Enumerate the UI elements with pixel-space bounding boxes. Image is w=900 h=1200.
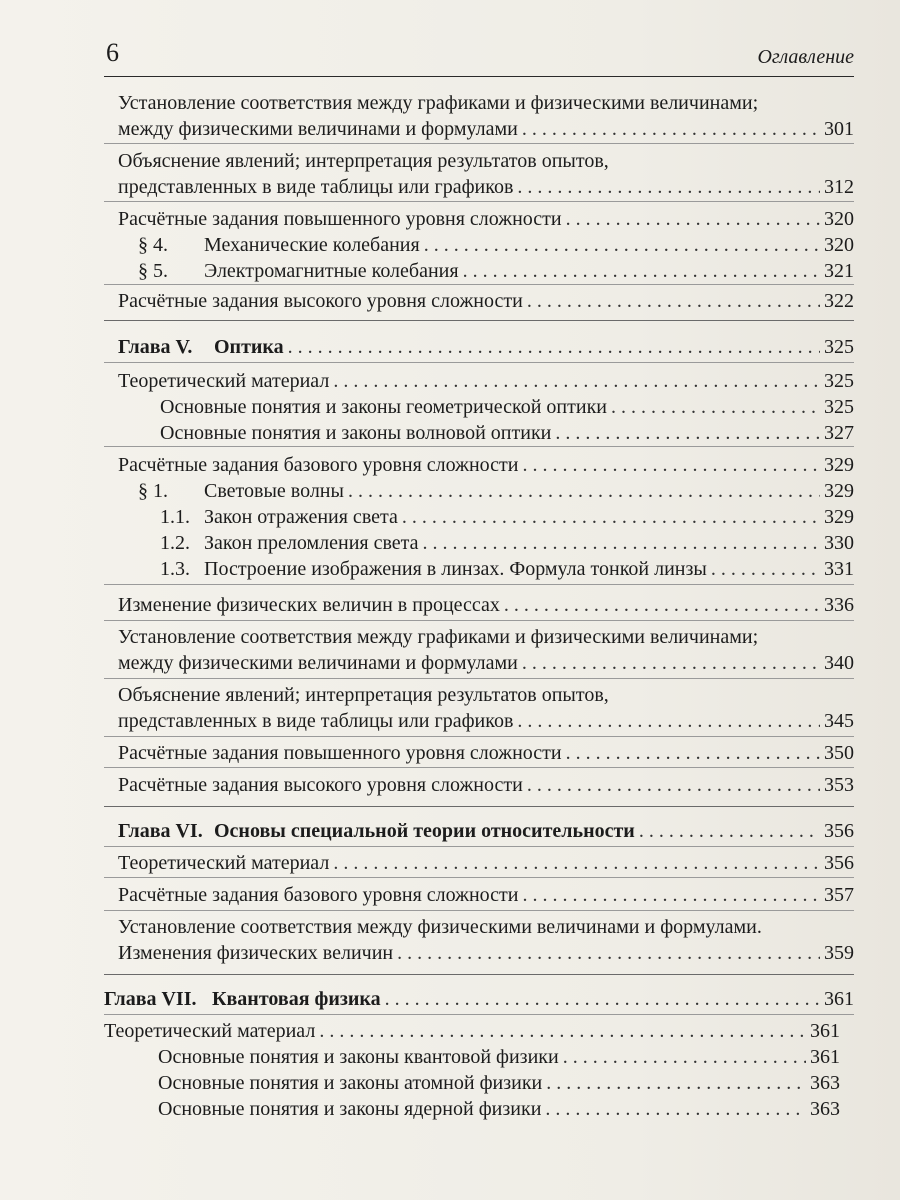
toc-entry-number: § 1. — [138, 480, 168, 502]
toc-entry-page: 320 — [824, 208, 854, 230]
chapter-rule — [104, 320, 854, 321]
toc-entry — [138, 478, 854, 504]
toc-entry-title: Расчётные задания базового уровня сложности — [118, 454, 519, 476]
leader-dots — [566, 740, 820, 766]
toc-entry-title: Закон преломления света — [204, 532, 419, 554]
leader-dots — [522, 650, 820, 676]
toc-chapter-title: Основы специальной теории относительности — [214, 820, 635, 842]
toc-entry — [158, 1044, 840, 1070]
toc-entry-number: § 4. — [138, 234, 168, 256]
leader-dots — [423, 530, 820, 556]
toc-entry-number: 1.2. — [160, 532, 190, 554]
leader-dots — [319, 1018, 806, 1044]
toc-entry-title: Построение изображения в линзах. Формула тонкой линзы — [204, 558, 707, 580]
toc-entry-page: 356 — [824, 820, 854, 842]
toc-entry-title: Расчётные задания повышенного уровня сложности — [118, 208, 562, 230]
section-rule — [104, 1014, 854, 1015]
toc-entry-title: Теоретический материал — [118, 852, 330, 874]
leader-dots — [523, 882, 821, 908]
page-number: 6 — [106, 38, 119, 67]
leader-dots — [611, 394, 820, 420]
leader-dots — [385, 986, 820, 1012]
toc-entry-page: 322 — [824, 290, 854, 312]
toc-entry-title: Расчётные задания высокого уровня сложности — [118, 290, 523, 312]
toc-entry-page: 350 — [824, 742, 854, 764]
toc-entry-title: между физическими величинами и формулами — [118, 652, 518, 674]
toc-entry-page: 363 — [810, 1098, 840, 1120]
section-rule — [104, 620, 854, 621]
leader-dots — [402, 504, 820, 530]
toc-entry — [118, 206, 854, 232]
toc-chapter-number: Глава V. — [118, 336, 193, 358]
toc-entry — [118, 850, 854, 876]
toc-entry-line1: Установление соответствия между физическими величинами и формулами. — [118, 916, 762, 938]
section-rule — [104, 910, 854, 911]
toc-entry — [118, 940, 854, 966]
toc-entry — [118, 882, 854, 908]
toc-entry-number: § 5. — [138, 260, 168, 282]
toc-chapter-number: Глава VII. — [104, 988, 197, 1010]
toc-entry-page: 325 — [824, 370, 854, 392]
toc-entry — [118, 650, 854, 676]
toc-entry-title: Теоретический материал — [118, 370, 330, 392]
header-rule — [104, 76, 854, 77]
toc-entry — [160, 394, 854, 420]
toc-entry-page: 325 — [824, 396, 854, 418]
leader-dots — [546, 1070, 806, 1096]
toc-entry — [160, 420, 854, 446]
toc-entry-page: 361 — [824, 988, 854, 1010]
toc-entry — [118, 368, 854, 394]
toc-entry-page: 361 — [810, 1046, 840, 1068]
leader-dots — [333, 850, 820, 876]
toc-entry-title: Закон отражения света — [204, 506, 398, 528]
toc-entry — [118, 174, 854, 200]
toc-chapter — [104, 986, 854, 1012]
toc-entry-title: Основные понятия и законы квантовой физики — [158, 1046, 559, 1068]
toc-entry-title: между физическими величинами и формулами — [118, 118, 518, 140]
toc-entry-title: Изменения физических величин — [118, 942, 394, 964]
chapter-rule — [104, 974, 854, 975]
leader-dots — [517, 708, 820, 734]
toc-entry-page: 330 — [824, 532, 854, 554]
toc-entry-title: Электромагнитные колебания — [204, 260, 459, 282]
toc-entry-page: 312 — [824, 176, 854, 198]
toc-entry — [160, 504, 854, 530]
toc-entry-title: Расчётные задания базового уровня сложности — [118, 884, 519, 906]
section-rule — [104, 362, 854, 363]
section-rule — [104, 201, 854, 202]
leader-dots — [333, 368, 820, 394]
toc-entry — [158, 1070, 840, 1096]
leader-dots — [563, 1044, 806, 1070]
toc-entry — [158, 1096, 840, 1122]
toc-entry-title: Основные понятия и законы атомной физики — [158, 1072, 543, 1094]
leader-dots — [517, 174, 820, 200]
leader-dots — [348, 478, 820, 504]
section-rule — [104, 584, 854, 585]
toc-entry-title: представленных в виде таблицы или графиков — [118, 710, 514, 732]
leader-dots — [397, 940, 820, 966]
toc-entry-title: Изменение физических величин в процессах — [118, 594, 500, 616]
toc-entry-page: 361 — [810, 1020, 840, 1042]
leader-dots — [424, 232, 820, 258]
toc-entry-page: 327 — [824, 422, 854, 444]
leader-dots — [288, 334, 820, 360]
toc-entry-page: 329 — [824, 454, 854, 476]
toc-entry — [118, 708, 854, 734]
toc-entry-line1: Объяснение явлений; интерпретация результатов опытов, — [118, 684, 609, 706]
leader-dots — [545, 1096, 806, 1122]
toc-entry — [118, 288, 854, 314]
toc-entry-page: 357 — [824, 884, 854, 906]
leader-dots — [639, 818, 820, 844]
section-rule — [104, 767, 854, 768]
toc-chapter-title: Квантовая физика — [212, 988, 381, 1010]
toc-entry — [118, 452, 854, 478]
leader-dots — [527, 288, 820, 314]
section-rule — [104, 446, 854, 447]
toc-entry-page: 363 — [810, 1072, 840, 1094]
toc-entry — [118, 116, 854, 142]
leader-dots — [522, 116, 820, 142]
toc-entry-page: 359 — [824, 942, 854, 964]
toc-entry-page: 301 — [824, 118, 854, 140]
chapter-rule — [104, 806, 854, 807]
page-header — [104, 38, 854, 74]
toc-chapter-title: Оптика — [214, 336, 284, 358]
toc-entry — [138, 232, 854, 258]
toc-entry-title: Теоретический материал — [104, 1020, 316, 1042]
toc-chapter — [118, 818, 854, 844]
toc-entry-line1: Установление соответствия между графиками и физическими величинами; — [118, 626, 759, 648]
toc-entry-title: Основные понятия и законы геометрической оптики — [160, 396, 607, 418]
toc-entry-page: 345 — [824, 710, 854, 732]
toc-entry-page: 331 — [824, 558, 854, 580]
toc-entry — [118, 592, 854, 618]
section-rule — [104, 678, 854, 679]
toc-entry — [104, 1018, 840, 1044]
toc-entry-title: представленных в виде таблицы или графиков — [118, 176, 514, 198]
toc-entry-page: 329 — [824, 506, 854, 528]
section-rule — [104, 846, 854, 847]
toc-entry-title: Основные понятия и законы волновой оптики — [160, 422, 552, 444]
leader-dots — [555, 420, 820, 446]
section-rule — [104, 284, 854, 285]
toc-entry — [118, 772, 854, 798]
leader-dots — [711, 556, 820, 582]
toc-entry-page: 340 — [824, 652, 854, 674]
toc-entry-line1: Объяснение явлений; интерпретация результатов опытов, — [118, 150, 609, 172]
toc-entry — [138, 258, 854, 284]
toc-entry — [118, 740, 854, 766]
running-title: Оглавление — [757, 46, 854, 68]
leader-dots — [523, 452, 821, 478]
toc-entry-title: Световые волны — [204, 480, 344, 502]
toc-entry-title: Расчётные задания повышенного уровня сложности — [118, 742, 562, 764]
leader-dots — [566, 206, 820, 232]
toc-entry-page: 356 — [824, 852, 854, 874]
toc-entry-page: 336 — [824, 594, 854, 616]
leader-dots — [504, 592, 820, 618]
toc-entry-page: 353 — [824, 774, 854, 796]
toc-entry-line1: Установление соответствия между графиками и физическими величинами; — [118, 92, 759, 114]
toc-entry-number: 1.1. — [160, 506, 190, 528]
section-rule — [104, 877, 854, 878]
section-rule — [104, 143, 854, 144]
toc-chapter-number: Глава VI. — [118, 820, 203, 842]
toc-entry-page: 329 — [824, 480, 854, 502]
section-rule — [104, 736, 854, 737]
toc-entry-page: 320 — [824, 234, 854, 256]
leader-dots — [463, 258, 820, 284]
toc-entry-page: 321 — [824, 260, 854, 282]
toc-entry-title: Основные понятия и законы ядерной физики — [158, 1098, 542, 1120]
toc-entry-title: Механические колебания — [204, 234, 420, 256]
toc-entry — [160, 530, 854, 556]
toc-entry-page: 325 — [824, 336, 854, 358]
toc-entry-title: Расчётные задания высокого уровня сложности — [118, 774, 523, 796]
toc-entry-number: 1.3. — [160, 558, 190, 580]
toc-entry — [160, 556, 854, 582]
toc-chapter — [118, 334, 854, 360]
leader-dots — [527, 772, 820, 798]
